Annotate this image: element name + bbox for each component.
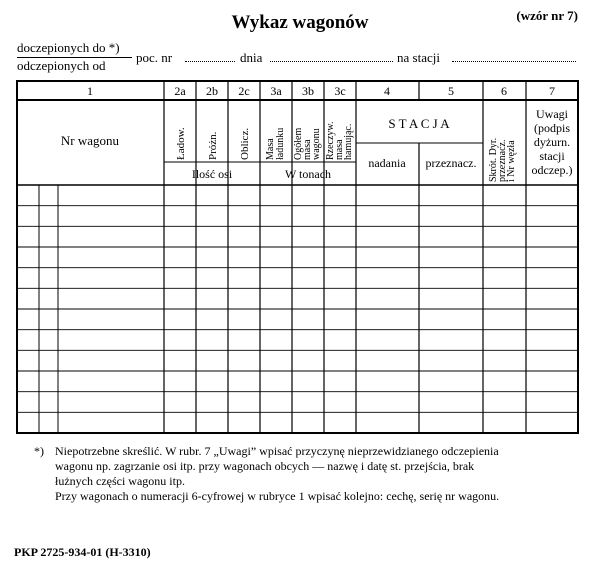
footnote-marker: *) <box>34 444 44 458</box>
loaded-axles-header: Ładow. <box>175 127 187 160</box>
cargo-mass-header-2: ładunku <box>275 127 286 160</box>
directorate-header-1: Skrót. Dyr. <box>488 137 499 182</box>
nr-wagonu-header: Nr wagonu <box>60 133 120 148</box>
col-num-5: 5 <box>448 84 454 98</box>
brake-mass-header-1: Rzeczyw. <box>325 121 336 160</box>
header-line-attached: doczepionych do *) <box>17 40 120 55</box>
catalog-number: PKP 2725-934-01 (H-3310) <box>14 545 151 559</box>
remarks-header-1: Uwagi <box>536 107 568 121</box>
brake-mass-header-2: masa <box>334 139 345 160</box>
cargo-mass-header-1: Masa <box>265 138 276 160</box>
header-line-detached: odczepionych od <box>17 58 106 73</box>
footnote-line-4: Przy wagonach o numeracji 6-cyfrowej w rubryce 1 wpisać kolejno: cechę, serię nr wagonu. <box>55 489 500 503</box>
station-header: S T A C J A <box>388 116 450 131</box>
empty-axles-header: Próżn. <box>207 131 219 160</box>
train-number-label: poc. nr <box>136 50 173 65</box>
total-mass-header-1: Ogółem <box>293 127 304 160</box>
col-num-4: 4 <box>384 84 390 98</box>
date-label: dnia <box>240 50 263 65</box>
remarks-header-3: dyżurn. <box>533 135 571 149</box>
col-num-1: 1 <box>87 84 93 98</box>
axle-count-header: Ilość osi <box>191 167 233 181</box>
col-num-2b: 2b <box>206 84 218 98</box>
col-num-2c: 2c <box>238 84 250 98</box>
remarks-header-4: stacji <box>539 149 565 163</box>
footnote-line-1: Niepotrzebne skreślić. W rubr. 7 „Uwagi” wpisać przyczynę nieprzewidzianego odczepienia <box>55 444 499 458</box>
remarks-header-5: odczep.) <box>531 163 573 177</box>
calculated-axles-header: Oblicz. <box>239 127 251 160</box>
col-num-7: 7 <box>549 84 555 98</box>
form-number: (wzór nr 7) <box>516 8 578 23</box>
col-num-3c: 3c <box>334 84 346 98</box>
tonnage-header: W tonach <box>284 167 332 181</box>
total-mass-header-2: masa <box>302 139 313 160</box>
origin-station-header: nadania <box>368 156 406 170</box>
col-num-3a: 3a <box>270 84 282 98</box>
col-num-3b: 3b <box>302 84 314 98</box>
table-rows <box>17 206 578 413</box>
col-num-6: 6 <box>501 84 507 98</box>
total-mass-header-3: wagonu <box>311 128 322 160</box>
directorate-header-3: i Nr węzła <box>506 140 517 182</box>
form-title: Wykaz wagonów <box>231 12 369 33</box>
col-num-2a: 2a <box>174 84 186 98</box>
footnote-line-3: łużnych części wagonu itp. <box>55 474 185 488</box>
destination-station-header: przeznacz. <box>425 156 477 170</box>
remarks-header-2: (podpis <box>534 121 570 135</box>
brake-mass-header-3: hamując. <box>343 123 354 160</box>
directorate-header-2: przeznacz. <box>497 139 508 182</box>
footnote-line-2: wagonu np. zagrzanie osi itp. przy wagonach obcych — nazwę i datę st. przejścia, brak <box>55 459 475 473</box>
station-label: na stacji <box>397 50 440 65</box>
